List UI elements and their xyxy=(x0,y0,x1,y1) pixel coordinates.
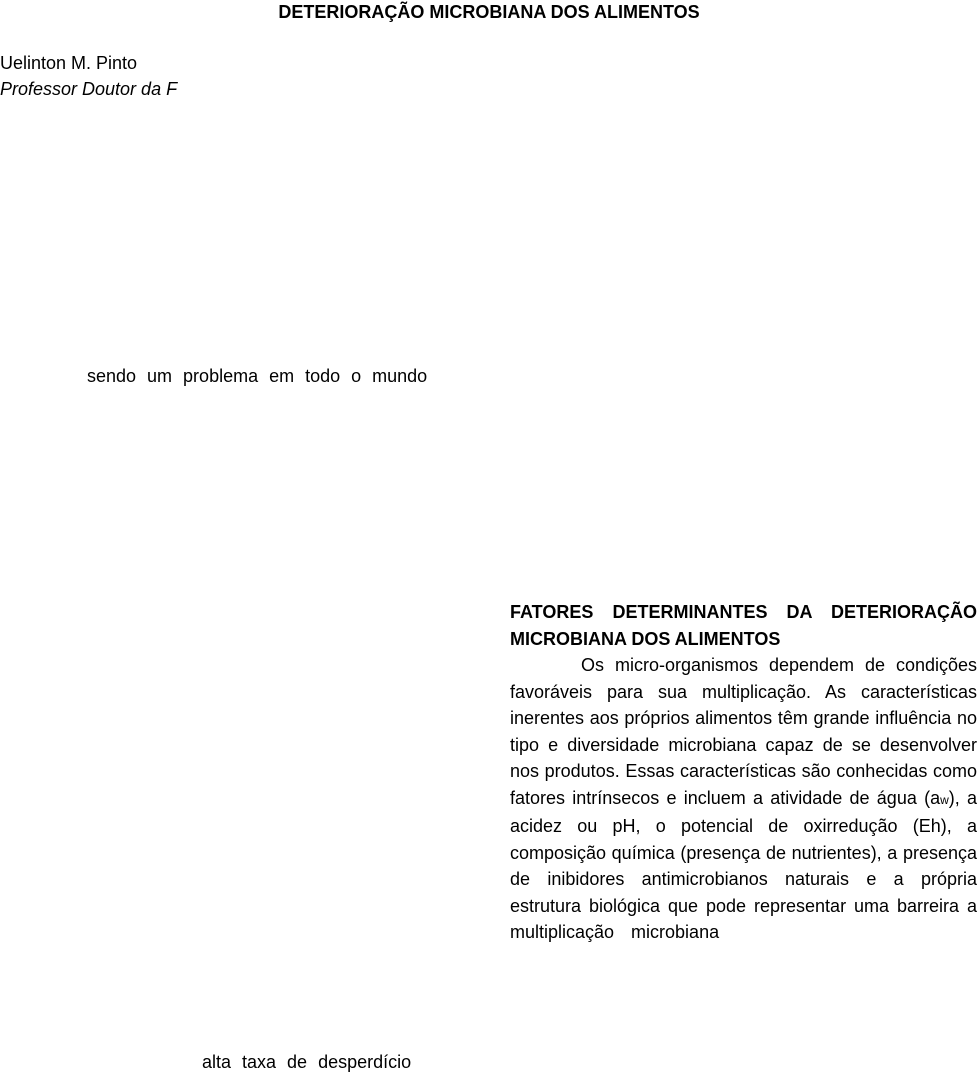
paragraph-text: ), a acidez ou pH, o potencial de oxirredução (Eh), a composição química (presença de nutrientes), a presença de inibidores antimicrobianos naturais e a própria estrutura biológica que pode representar uma barreira a xyxy=(510,787,977,916)
section-paragraph xyxy=(510,652,977,946)
paragraph-text: Os micro-organismos dependem de condições favoráveis para sua multiplicação. As características inerentes aos próprios alimentos têm grande influência no tipo e diversidade microbiana capaz de se desenvolver nos produtos. Essas características são conhecidas como fatores intrínsecos e incluem a atividade de água (a xyxy=(510,655,977,808)
text-fragment: alta taxa de desperdício xyxy=(202,1052,412,1072)
section-column xyxy=(510,599,977,946)
paragraph-tail: multiplicação microbiana xyxy=(510,922,720,942)
water-activity-subscript: w xyxy=(940,792,949,807)
text-fragment: sendo um problema em todo o mundo xyxy=(87,366,428,386)
document-title: DETERIORAÇÃO MICROBIANA DOS ALIMENTOS xyxy=(278,2,700,22)
section-heading: FATORES DETERMINANTES DA DETERIORAÇÃO MICROBIANA DOS ALIMENTOS xyxy=(510,602,977,649)
author-affiliation: Professor Doutor da F xyxy=(0,79,178,99)
author-name: Uelinton M. Pinto xyxy=(0,53,138,73)
